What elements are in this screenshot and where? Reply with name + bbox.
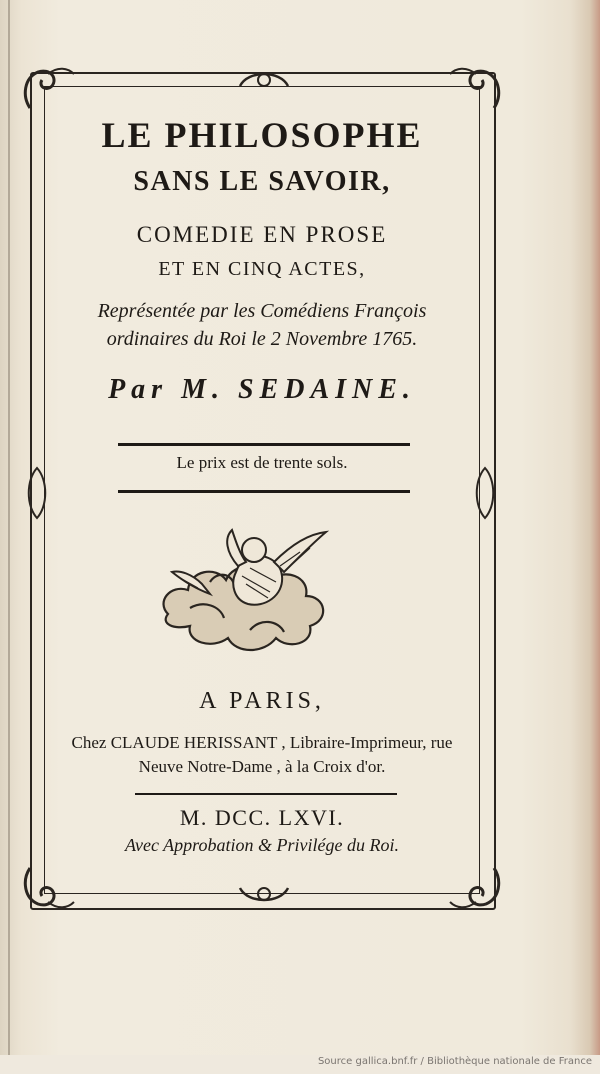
side-ornament-icon — [22, 466, 52, 520]
scroll-ornament-icon — [18, 856, 78, 916]
date-line: M. DCC. LXVI. — [179, 805, 345, 830]
performance-line-1: Représentée par les Comédiens François — [97, 300, 427, 322]
performance-line-2: ordinaires du Roi le 2 Novembre 1765. — [106, 328, 418, 350]
title-line-2: SANS LE SAVOIR, — [133, 166, 391, 197]
price-rule-bottom — [118, 490, 410, 493]
privilege-line: Avec Approbation & Privilége du Roi. — [125, 835, 399, 855]
price-rule-top — [118, 443, 410, 446]
date-rule — [135, 793, 397, 795]
price-line: Le prix est de trente sols. — [176, 453, 348, 472]
subtitle-line-1: COMEDIE EN PROSE — [136, 222, 388, 247]
cherub-in-clouds-icon — [150, 522, 340, 662]
scroll-ornament-icon — [446, 856, 506, 916]
scroll-ornament-icon — [446, 60, 506, 120]
title-line-1: LE PHILOSOPHE — [101, 115, 423, 155]
author-line: Par M. SEDAINE. — [108, 374, 416, 405]
source-credit: Source gallica.bnf.fr / Bibliothèque nationale de France — [317, 1056, 592, 1067]
shell-ornament-icon — [236, 878, 292, 910]
side-ornament-icon — [470, 466, 500, 520]
publisher-line-1: Chez CLAUDE HERISSANT , Libraire-Imprimeur, rue — [71, 733, 453, 752]
shell-ornament-icon — [236, 64, 292, 96]
subtitle-line-2: ET EN CINQ ACTES, — [158, 258, 366, 280]
place-line: A PARIS, — [199, 688, 325, 714]
publisher-line-2: Neuve Notre-Dame , à la Croix d'or. — [138, 757, 386, 776]
scroll-ornament-icon — [18, 60, 78, 120]
